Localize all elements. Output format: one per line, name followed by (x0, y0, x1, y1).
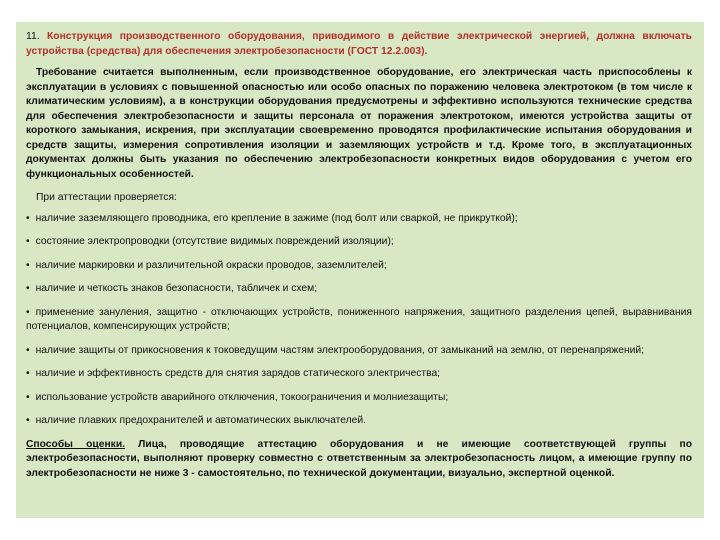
check-list-item-text: наличие и эффективность средств для снятия зарядов статического электричества; (35, 368, 441, 379)
intro-paragraph: Требование считается выполненным, если производственное оборудование, его электрическая часть приспособлены к эксплуатации в условиях с повышенной опасностью или особо опасных по поражению человека электротоком (в том числе к климатическим условиям), а в конструкции оборудования предусмотрены и эффективно используются технические средства для обеспечения электробезопасности и защиты персонала от поражения электротоком, имеются устройства защиты от короткого замыкания, искрения, при эксплуатации своевременно проводятся профилактические испытания оборудования и средств защиты, измерения сопротивления изоляции и заземляющих устройств и т.д. Кроме того, в эксплуатационных документах должны быть указания по обеспечению электробезопасности конкретных видов оборудования с учетом его функциональных особенностей. (26, 67, 692, 180)
bullet-icon: • (26, 259, 30, 271)
check-list-item (26, 414, 692, 429)
check-list-item (26, 306, 692, 335)
bullet-icon: • (26, 283, 30, 294)
bullet-icon: • (26, 368, 30, 379)
bullet-icon: • (26, 236, 30, 247)
check-list-item-text: состояние электропроводки (отсутствие видимых повреждений изоляции); (35, 236, 394, 247)
check-list-item-text: наличие и четкость знаков безопасности, табличек и схем; (35, 283, 318, 294)
bullet-icon: • (26, 306, 30, 318)
bullet-icon: • (26, 391, 30, 403)
check-list-item (26, 282, 692, 297)
section-heading-text: Конструкция производственного оборудования, приводимого в действие электрической энергией, должна включать устройства (средства) для обеспечения электробезопасности (ГОСТ 12.2.003). (26, 31, 692, 57)
assessment-methods-text: Лица, проводящие аттестацию оборудования и не имеющие соответствующей группы по электробезопасности, выполняют проверку совместно с ответственным за электробезопасность лицом, а имеющие группу по электробезопасности не ниже 3 - самостоятельно, по технической документации, визуально, экспертной оценкой. (26, 438, 692, 479)
check-list-item (26, 235, 692, 250)
check-list-item (26, 259, 692, 274)
bullet-icon: • (26, 344, 30, 356)
section-heading (26, 30, 692, 59)
check-list-item-text: наличие маркировки и различительной окраски проводов, заземлителей; (35, 259, 387, 271)
bullet-icon: • (26, 212, 30, 224)
content-panel (16, 22, 704, 518)
check-list-item (26, 391, 692, 406)
check-list (26, 212, 692, 429)
check-list-item (26, 344, 692, 359)
check-list-item-text: наличие заземляющего проводника, его крепление в зажиме (под болт или сваркой, не прикруткой); (35, 212, 518, 224)
check-list-item-text: наличие плавких предохранителей и автоматических выключателей. (35, 415, 366, 426)
assessment-methods (26, 438, 692, 482)
check-list-item-text: использование устройств аварийного отключения, токоограничения и молниезащиты; (35, 391, 449, 403)
check-list-item-text: наличие защиты от прикосновения к токоведущим частям электрооборудования, от замыканий на землю, от перенапряжений; (35, 344, 645, 356)
check-list-title: При аттестации проверяется: (36, 192, 177, 203)
assessment-methods-label: Способы оценки. (26, 438, 126, 450)
check-list-item (26, 367, 692, 382)
check-list-item (26, 212, 692, 227)
bullet-icon: • (26, 415, 30, 426)
section-number: 11. (26, 31, 40, 42)
check-list-item-text: применение зануления, защитно - отключающих устройств, пониженного напряжения, защитного разделения цепей, выравнивания потенциалов, компенсирующих устройств; (26, 306, 692, 332)
